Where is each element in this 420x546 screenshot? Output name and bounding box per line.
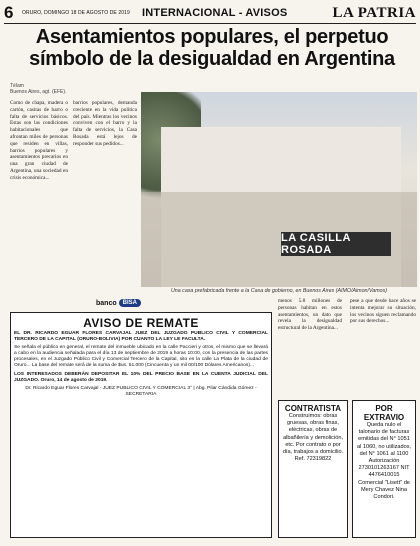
byline-location: Buenos Aires, agt. (EFE). <box>10 89 67 95</box>
remate-signatures: Dr. Ricardo Eguar Flores Carvajal - JUEZ PUBLICO CIVIL Y COMERCIAL 3° | Abg. Pilar Cándida Gómez - SECRETARIA <box>25 385 257 397</box>
contratista-body: Construimos: obras gruesas, obras finas, eléctricas, obras de albañilería y demolición, etc. Por contrato o por día, trabajos a domicilio. Ref. 72319822 <box>282 413 344 463</box>
article-headline: Asentamientos populares, el perpetuo símbolo de la desigualdad en Argentina <box>29 26 395 70</box>
extravio-body: Queda nulo el talonario de facturas emitidas del N° 1051 al 1060, no utilizados, del N° 1061 al 1100 Autorización 2730101263167 NIT 4476410015 Comercial "Lisett" de Mery Chavez Nina Condori. <box>356 422 412 501</box>
remate-footer: LOS INTERESADOS DEBERÁN DEPOSITAR EL 10% DEL PRECIO BASE EN LA CUENTA JUDICIAL DEL JUZGADO. Oruro, 14 de agosto de 2019. <box>14 371 268 383</box>
article-column-3: menos 5.8 millones de personas habitan en estos asentamientos, un dato que revela la desigualdad estructural de la Argentina... <box>278 298 342 332</box>
remate-body: Se señala el público en general, el remate del inmueble ubicado en la calle Paccieri y otros, el mismo que se llevará a cabo en la audiencia señalada para el día 13 de septiembre de 2019 a horas 10:00, con la presencia de las partes procesales, en el Juzgado Público Civil y Comercial Tercero de la Capital, sito en la calle La Plata de la ciudad de Oruro... La base del remate será de la suma de $us. 51.000 (Cincuenta y un mil 00/100 Dólares Americanos)... <box>14 345 268 369</box>
extravio-title: POR EXTRAVIO <box>363 404 405 422</box>
bank-name: banco <box>96 299 117 307</box>
page-number: 6 <box>4 3 14 22</box>
article-column-2: barrios populares, demanda creciente en la vida política del país. Mientras los vecinos conviven con el barro y la falta de servicios, la Casa Rosada está lejos de responder sus pedidos... <box>73 100 137 147</box>
bank-brand: BISA <box>119 299 141 307</box>
remate-notice <box>10 312 272 538</box>
page-date: ORURO, DOMINGO 18 DE AGOSTO DE 2019 <box>22 10 130 16</box>
contratista-ad <box>278 400 348 538</box>
page-header <box>4 3 416 24</box>
byline-source: Télam <box>10 83 24 89</box>
photo-sign: LA CASILLA ROSADA <box>281 232 391 256</box>
article-byline <box>10 83 66 95</box>
photo-caption: Una casa prefabricada frente a la Casa de gobierno, en Buenos Aires (AIMO/Aimon/Vamos) <box>170 288 387 294</box>
remate-subtitle: EL DR. RICARDO EGUAR FLORES CARVAJAL JUEZ DEL JUZGADO PUBLICO CIVIL Y COMERCIAL TERCERO DE LA CAPITAL (ORURO-BOLIVIA) POR CUANTO LA LEY LE FACULTA. <box>14 331 268 343</box>
contratista-title: CONTRATISTA <box>284 404 342 413</box>
newspaper-logo: LA PATRIA <box>332 4 416 21</box>
article-column-4: pese a que desde hace años se intenta mejorar su situación, los vecinos siguen reclamando por sus derechos... <box>350 298 416 325</box>
extravio-ad <box>352 400 416 538</box>
article-photo <box>141 92 417 287</box>
bank-logo <box>96 296 158 310</box>
remate-title: AVISO DE REMATE <box>83 316 199 330</box>
article-column-1: Como de chapa, madera o cartón, casitas de barro o falta de servicios básicos. Estas son las condiciones habitacionales que afrontan miles de personas que residen en villas, barrios populares y asentamientos precarios en una gran ciudad de Argentina, una sociedad en crisis económica... <box>10 100 68 181</box>
section-title: INTERNACIONAL - AVISOS <box>142 7 288 19</box>
